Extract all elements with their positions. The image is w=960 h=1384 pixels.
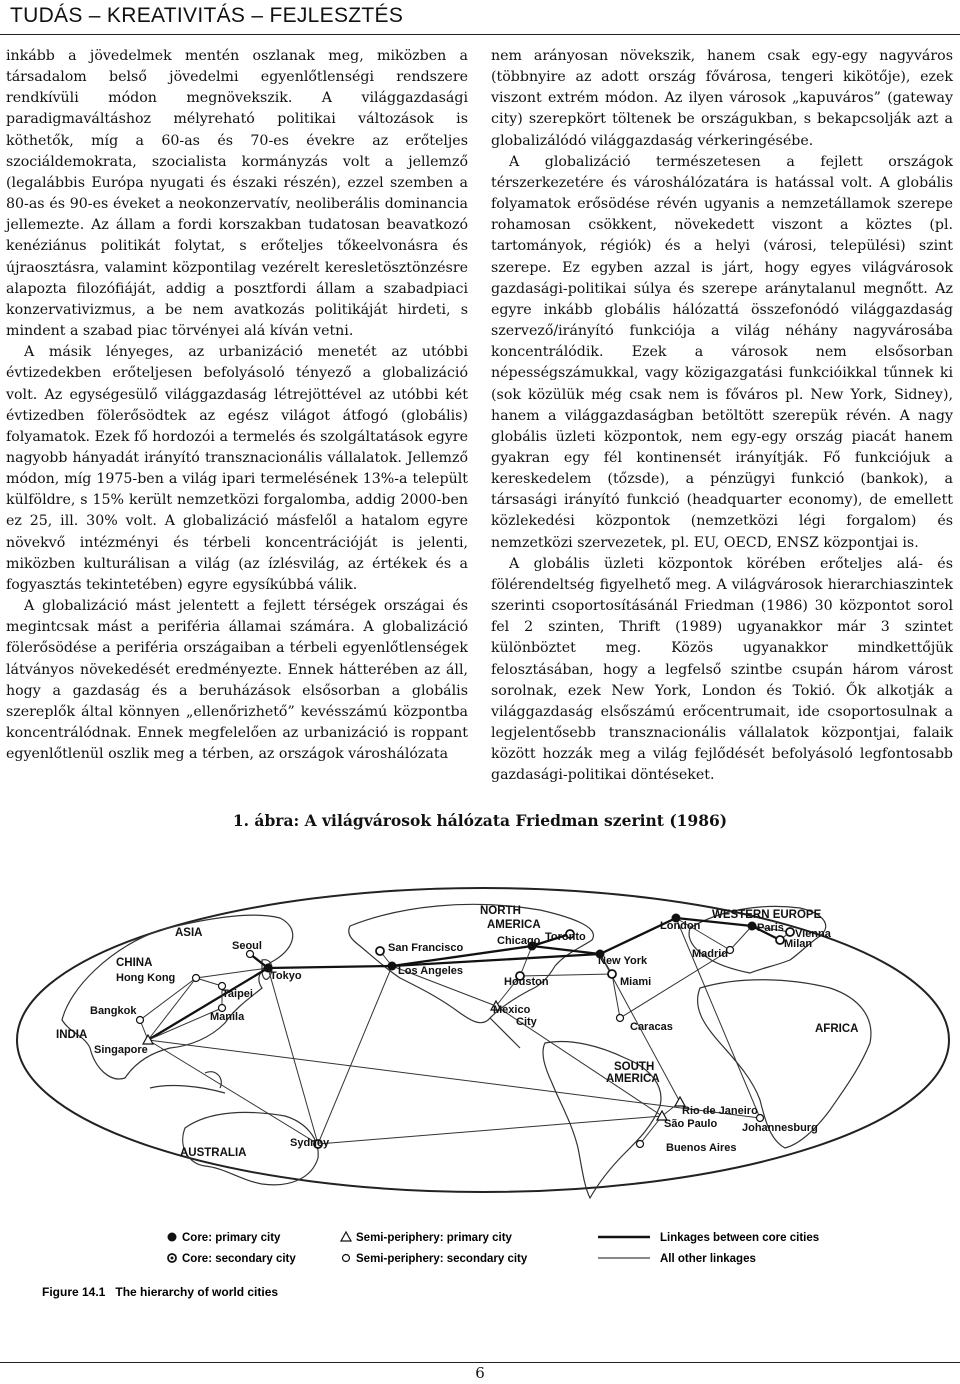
source-figure-caption: Figure 14.1 The hierarchy of world cities (42, 1285, 279, 1299)
region-label: AMERICA (606, 1073, 660, 1085)
paragraph: A globalizáció mást jelentett a fejlett térségek országai és megintcsak mást a periféria államai számára. A globalizáció fölerősödése a periféria országaiban a térbeli egyenlőtlenségek látványos növekedését eredményezte. Ennek hátterében az áll, hogy a gazdaság és a beruházások elsősorban a globális szereplők által könnyen „ellenőrizhető” kevésszámú központba koncentrálódnak. Ennek megfelelően az urbanizáció is roppant egyenlőtlenül oszlik meg a térben, az országok városhálózata (6, 598, 468, 763)
linkage-line (318, 1116, 662, 1144)
city-label: Manila (210, 1011, 245, 1023)
city-label: Mexico (493, 1004, 531, 1016)
core-linkage-line (532, 946, 600, 954)
linkage-line (730, 926, 752, 950)
region-label: AMERICA (487, 919, 541, 931)
city-label: Caracas (630, 1021, 673, 1033)
footer-rule (0, 1362, 960, 1363)
paragraph: nem arányosan növekszik, hanem csak egy-egy nagyváros (többnyire az adott ország fővárosa, tengeri kikötője), ezek viszont extrém módon. Az ilyen városok „kapuváros” (gateway city) szerepkört töltenek be országukban, s bekapcsolják azt a globalizálódó világgazdaság vérkeringésébe. (491, 48, 953, 149)
city-marker-icon (617, 1015, 624, 1022)
city-marker-icon (786, 928, 794, 936)
core-linkage-line (268, 966, 392, 968)
header-rule (0, 34, 960, 35)
semi-secondary-marker-icon (343, 1255, 350, 1262)
city-marker-icon (137, 1017, 144, 1024)
city-label: Milan (784, 938, 813, 950)
city-label: Buenos Aires (666, 1142, 737, 1154)
region-label: ASIA (175, 927, 203, 939)
paragraph: A globalizáció természetesen a fejlett országok térszerkezetére és városhálózatára is hatással volt. A globális folyamatok erősödése révén ugyanis a nemzetállamok szerepe rohamosan csökkent, növekedett viszont a köztes (pl. tartományok, régiók) és a helyi (városi, települési) szint szerepe. Ez egyben azzal is járt, hogy egyes világvárosok gazdasági-politikai súlya és szerepe aránytalanul megnőtt. Az egyre inkább globális hálózattá összefonódó világgazdaság szervező/irányító funkciója a világ néhány nagyvárosába koncentrálódik. Ezek a városok nem elsősorban népességszámukkal, vagy közigazgatási funkcióikkal tűnnek ki (sok közülük még csak nem is főváros pl. New York, Sidney), hanem a világgazdaságban betöltött szerepük révén. A nagy globális üzleti központok, nem egy-egy ország piacát hanem gyakran egy fél kontinensét irányítják. Fő funkciójuk a kereskedelem (tőzsde), a pénzügyi funkció (bankok), a társasági irányító funkció (headquarter economy), de emellett közlekedési központok (nemzetközi légi forgalom) és nemzetközi szervezetek, pl. EU, OECD, ENSZ központjai is. (491, 153, 953, 551)
city-label: Hong Kong (116, 972, 176, 984)
legend-label: Semi-periphery: secondary city (356, 1253, 528, 1265)
world-cities-map (0, 848, 960, 1308)
region-label: INDIA (56, 1029, 88, 1041)
city-label: Tokyo (270, 970, 302, 982)
region-label: AFRICA (815, 1023, 859, 1035)
right-column (491, 46, 953, 786)
city-marker-icon (388, 962, 397, 971)
left-column (6, 46, 468, 765)
legend-label: All other linkages (660, 1253, 756, 1265)
city-label: Toronto (545, 931, 586, 943)
paragraph: A globális üzleti központok körében erőteljes alá- és fölérendeltség figyelhető meg. A világvárosok hierarchiaszintek szerinti csoportosításánál Friedman (1986) 30 központot sorol fel 2 szinten, Thrift (1989) ugyanakkor már 3 szintet különböztet meg. Közös ugyanakkor mindkettőjük felosztásában, hogy a legfelső szintbe csupán három várost sorolnak, ezek New York, London és Tokió. Ők alkotják a világgazdaság elsőszámú erőcentrumait, ide csoportosulnak a legjelentősebb transznacionális vállalatok központjai, falaik között hozzák meg a világ fejlődését befolyásoló legfontosabb gazdasági-politikai döntéseket. (491, 555, 953, 784)
region-label: AUSTRALIA (180, 1147, 247, 1159)
city-label: Chicago (497, 935, 541, 947)
city-label: London (660, 920, 701, 932)
running-head: TUDÁS – KREATIVITÁS – FEJLESZTÉS (10, 4, 404, 27)
city-label: Paris (757, 922, 784, 934)
city-label: Los Angeles (398, 965, 463, 977)
city-marker-icon (143, 1035, 153, 1044)
city-marker-icon (608, 970, 616, 978)
legend-label: Linkages between core cities (660, 1232, 820, 1244)
linkage-line (318, 966, 392, 1144)
city-label: Vienna (795, 928, 831, 940)
city-marker-icon (637, 1141, 644, 1148)
region-label: NORTH (480, 905, 521, 917)
linkage-line (612, 974, 620, 1018)
city-label: Taipei (222, 988, 253, 1000)
city-label: Rio de Janeiro (682, 1105, 758, 1117)
city-marker-icon (748, 922, 757, 931)
region-label: CHINA (116, 957, 153, 969)
legend (168, 1232, 820, 1265)
linkage-line (196, 968, 268, 978)
city-label: São Paulo (664, 1118, 718, 1130)
region-label: WESTERN EUROPE (712, 909, 822, 921)
core-primary-marker-icon (168, 1233, 177, 1242)
legend-label: Semi-periphery: primary city (356, 1232, 512, 1244)
paragraph: inkább a jövedelmek mentén oszlanak meg, miközben a társadalom belső jövedelmi egyenlőtlenségi rendszere rendkívüli módon megnövekszik. A világgazdasági paradigmaváltáshoz mélyreható politikai változások is köthetők, míg a 60-as és 70-es évekre az erőteljes szociáldemokrata, szocialista kormányzás volt a jellemző (legalábbis Európa nyugati és északi részén), ezzel szemben a 80-as és 90-es éveket a neokonzervatív, neoliberális dominancia jellemezte. Az állam a fordi korszakban tudatosan beavatkozó kenéziánus politikát folytat, s erőteljes tőkeelvonásra és újraosztásra, valamint központilag vezérelt keresletösztönzésre alapozta filozófiáját, addig a posztfordi állam a szabadpiaci konzervativizmus, a be nem avatkozás politikáját hirdeti, s mindent a szabad piac törvényei alá kíván vetni. (6, 48, 468, 340)
linkage-line (148, 1040, 760, 1118)
city-label: Houston (504, 976, 549, 988)
page-number: 6 (475, 1364, 485, 1382)
city-label: Bangkok (90, 1005, 137, 1017)
legend-label: Core: secondary city (182, 1253, 296, 1265)
city-marker-icon (193, 975, 200, 982)
city-label: Singapore (94, 1044, 148, 1056)
city-label: Madrid (692, 948, 729, 960)
city-marker-icon (376, 947, 384, 955)
city-marker-icon (776, 936, 784, 944)
city-label: Sydney (290, 1137, 330, 1149)
paragraph: A másik lényeges, az urbanizáció menetét az utóbbi évtizedekben erőteljesen befolyásoló tényező a globalizáció volt. Az egységesülő világgazdaság létrejöttével az utóbbi két évtizedben fölerősödtek az egész világot átfogó (globális) folyamatok. Ezek fő hordozói a termelés és szolgáltatások egyre nagyobb hányadát irányító transznacionális vállalatok. Jellemző módon, míg 1975-ben a világ ipari termelésének 13%-a települt külföldre, s 15% került nemzetközi forgalomba, addig 2000-ben ez 25, ill. 30% volt. A globalizáció másfelől a hatalom egyre növekvő intézményi és térbeli koncentrációját is jelenti, miközben kulturálisan a világ (az ízlésvilág, az értékek és a fogyasztás tekintetében) egyre egysíkúbbá válik. (6, 344, 468, 593)
city-label: Miami (620, 976, 652, 988)
city-label: New York (598, 955, 648, 967)
legend-label: Core: primary city (182, 1232, 281, 1244)
city-label: Seoul (232, 940, 262, 952)
city-label: San Francisco (388, 942, 464, 954)
semi-primary-marker-icon (341, 1232, 351, 1241)
city-label: Johannesburg (742, 1122, 818, 1134)
figure-caption: 1. ábra: A világvárosok hálózata Friedman szerint (1986) (232, 811, 728, 830)
region-label: SOUTH (614, 1061, 655, 1073)
city-label: City (516, 1016, 537, 1028)
